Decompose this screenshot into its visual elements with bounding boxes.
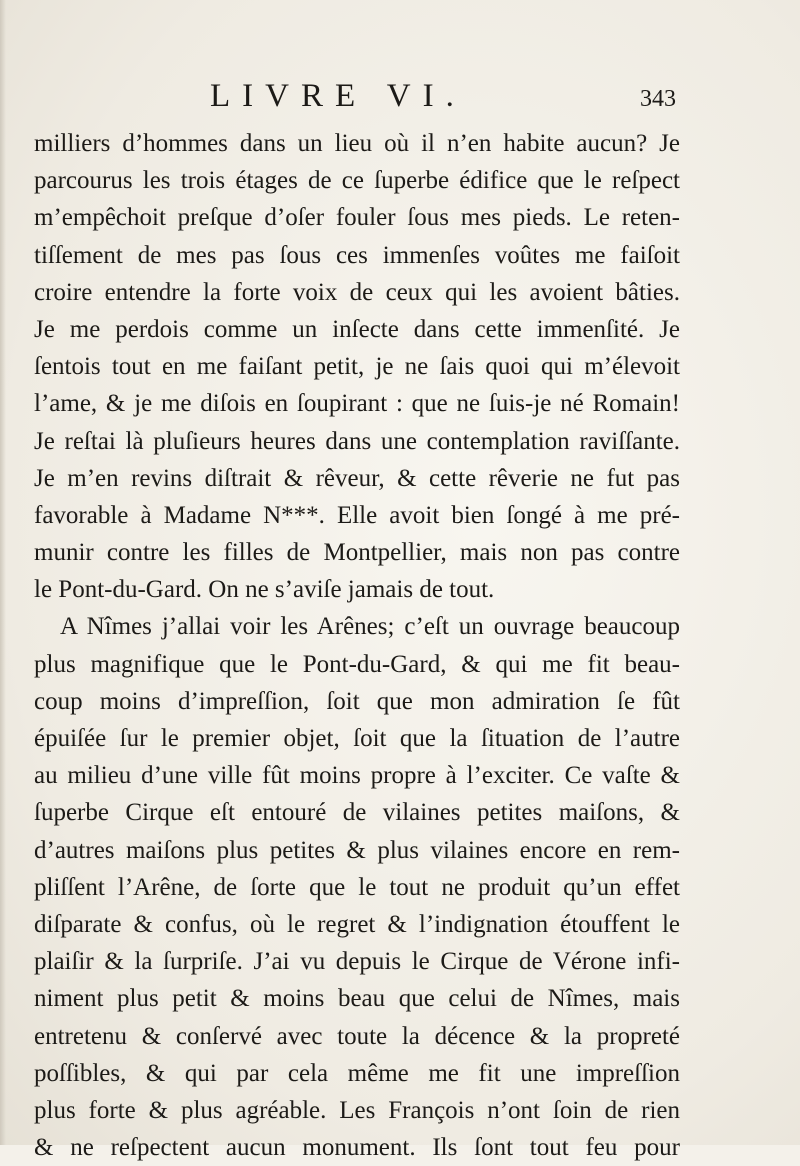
text-line: milliers d’hommes dans un lieu où il n’en habite aucun? Je xyxy=(34,130,680,157)
text-line: épuiſée ſur le premier objet, ſoit que la ſituation de l’autre xyxy=(34,725,680,752)
text-line: & ne reſpectent aucun monument. Ils ſont tout feu pour xyxy=(34,1134,680,1162)
text-line: Je me perdois comme un inſecte dans cette immenſité. Je xyxy=(34,315,680,343)
text-line: Je reſtai là pluſieurs heures dans une contemplation raviſſante. xyxy=(34,427,680,455)
text-line: poſſibles, & qui par cela même me fit une impreſſion xyxy=(34,1059,680,1087)
paragraph-first-line: A Nîmes j’allai voir les Arênes; c’eſt un ouvrage beaucoup xyxy=(60,613,680,641)
text-line: parcourus les trois étages de ce ſuperbe édifice que le reſpect xyxy=(34,167,680,195)
text-line: ſentois tout en me faiſant petit, je ne ſais quoi qui m’élevoit xyxy=(34,353,680,381)
text-line: m’empêchoit preſque d’oſer fouler ſous mes pieds. Le reten- xyxy=(34,204,680,232)
text-line: plus forte & plus agréable. Les François n’ont ſoin de rien xyxy=(34,1096,680,1124)
text-line: plaiſir & la ſurpriſe. J’ai vu depuis le Cirque de Vérone infi- xyxy=(34,948,680,976)
text-line: au milieu d’une ville fût moins propre à l’exciter. Ce vaſte & xyxy=(34,762,680,790)
text-line: diſparate & confus, où le regret & l’indignation étouffent le xyxy=(34,910,680,938)
paragraph-last-line: le Pont-du-Gard. On ne s’aviſe jamais de tout. xyxy=(34,576,495,604)
running-title: LIVRE VI. xyxy=(210,78,466,114)
body-text xyxy=(34,125,680,1166)
text-line: Je m’en revins diſtrait & rêveur, & cette rêverie ne fut pas xyxy=(34,464,680,492)
text-line: tiſſement de mes pas ſous ces immenſes voûtes me faiſoit xyxy=(34,241,680,269)
text-line: d’autres maiſons plus petites & plus vilaines encore en rem- xyxy=(34,836,680,864)
running-head xyxy=(0,76,800,116)
text-line: pliſſent l’Arêne, de ſorte que le tout ne produit qu’un effet xyxy=(34,873,680,901)
text-line: favorable à Madame N***. Elle avoit bien ſongé à me pré- xyxy=(34,501,680,529)
text-line: ſuperbe Cirque eſt entouré de vilaines petites maiſons, & xyxy=(34,799,680,827)
page-gutter-shadow xyxy=(0,0,6,1145)
text-line: coup moins d’impreſſion, ſoit que mon admiration ſe fût xyxy=(34,687,680,715)
text-line: l’ame, & je me diſois en ſoupirant : que ne ſuis-je né Romain! xyxy=(34,390,680,418)
text-line: entretenu & conſervé avec toute la décence & la propreté xyxy=(34,1022,680,1050)
text-line: croire entendre la forte voix de ceux qui les avoient bâties. xyxy=(34,278,680,306)
text-line: plus magnifique que le Pont-du-Gard, & qui me fit beau- xyxy=(34,650,680,678)
page-number: 343 xyxy=(640,86,676,112)
text-line: munir contre les filles de Montpellier, mais non pas contre xyxy=(34,539,680,567)
text-line: niment plus petit & moins beau que celui de Nîmes, mais xyxy=(34,985,680,1013)
